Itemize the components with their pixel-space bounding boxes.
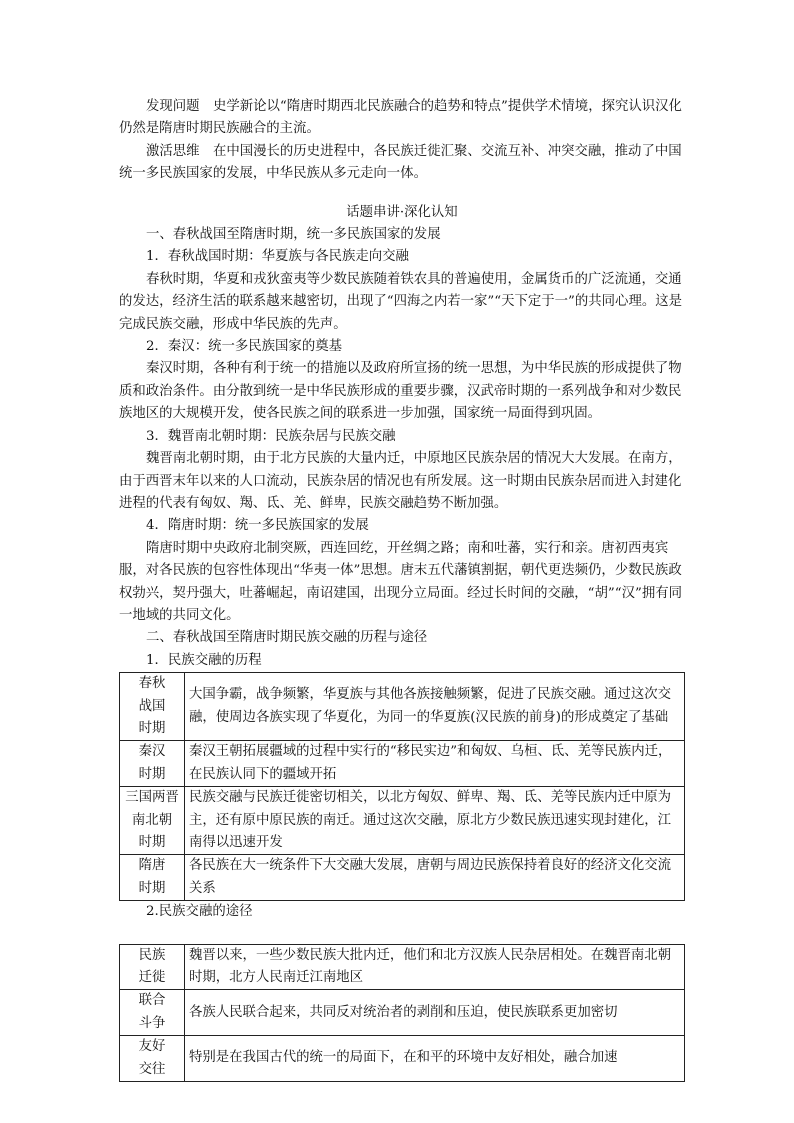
section1-item2-body: 秦汉时期，各种有利于统一的措施以及政府所宣扬的统一思想，为中华民族的形成提供了物质和政治条件。由分散到统一是中华民族形成的重要步骤，汉武帝时期的一系列战争和对少数民族地区的大规模开发，使各民族之间的联系进一步加强，国家统一局面得到巩固。 <box>119 361 682 422</box>
section2-sub2-title: 2.民族交融的途径 <box>146 904 253 920</box>
section1-item1-title: 1．春秋战国时期：华夏族与各民族走向交融 <box>146 249 409 265</box>
table-row-text: 特别是在我国古代的统一的局面下，在和平的环境中友好相处，融合加速 <box>185 1036 685 1082</box>
section1-item1-body: 春秋时期，华夏和戎狄蛮夷等少数民族随着铁农具的普遍使用，金属货币的广泛流通，交通的发达，经济生活的联系越来越密切，出现了“四海之内若一家”“天下定于一”的共同心理。这是完成民族交融，形成中华民族的先声。 <box>119 271 683 332</box>
table-row <box>120 741 685 787</box>
table-row-text: 各民族在大一统条件下大交融大发展，唐朝与周边民族保持着良好的经济文化交流关系 <box>185 855 685 901</box>
section1-heading: 一、春秋战国至隋唐时期，统一多民族国家的发展 <box>146 227 441 243</box>
table-row-text: 各族人民联合起来，共同反对统治者的剥削和压迫，使民族联系更加密切 <box>185 990 685 1036</box>
table-row <box>120 1036 685 1082</box>
table-row-text: 民族交融与民族迁徙密切相关，以北方匈奴、鲜卑、羯、氐、羌等民族内迁中原为主，还有原中原民族的南迁。通过这次交融，原北方少数民族迅速实现封建化，江南得以迅速开发 <box>185 787 685 855</box>
section1-item3-title: 3．魏晋南北朝时期：民族杂居与民族交融 <box>146 428 396 444</box>
label-line: 时期 <box>138 880 166 896</box>
label-line: 隋唐 <box>138 858 166 874</box>
label-line: 秦汉 <box>138 744 166 760</box>
section1-item3-body: 魏晋南北朝时期，由于北方民族的大量内迁，中原地区民族杂居的情况大大发展。在南方，由于西晋末年以来的人口流动，民族杂居的情况也有所发展。这一时期由民族杂居而进入封建化进程的代表有匈奴、羯、氐、羌、鲜卑，民族交融趋势不断加强。 <box>119 451 682 511</box>
document-content <box>119 96 685 1082</box>
label-line: 时期 <box>138 835 166 850</box>
label-line: 南北朝 <box>131 812 173 828</box>
table-row <box>120 855 685 901</box>
table-row-label <box>120 944 185 990</box>
table-row-label <box>120 741 185 787</box>
table-row-label <box>120 855 185 901</box>
label-line: 友好 <box>138 1039 166 1055</box>
table-row-label <box>120 1036 185 1082</box>
label-line: 时期 <box>138 766 166 782</box>
table-row <box>120 787 685 855</box>
table-row-text: 大国争霸，战争频繁，华夏族与其他各族接触频繁，促进了民族交融。通过这次交融，使周边各族实现了华夏化，为同一的华夏族(汉民族的前身)的形成奠定了基础 <box>185 673 685 741</box>
table-row <box>120 673 685 741</box>
label-line: 时期 <box>138 720 166 736</box>
intro-problem-paragraph: 发现问题 史学新论以“隋唐时期西北民族融合的趋势和特点”提供学术情境，探究认识汉化仍然是隋唐时期民族融合的主流。 <box>119 99 682 137</box>
table-row-text: 秦汉王朝拓展疆域的过程中实行的“移民实边”和匈奴、乌桓、氐、羌等民族内迁，在民族认同下的疆域开拓 <box>185 741 685 787</box>
intro-thinking-paragraph: 激活思维 在中国漫长的历史进程中，各民族迁徙汇聚、交流互补、冲突交融，推动了中国统一多民族国家的发展，中华民族从多元走向一体。 <box>119 143 682 182</box>
label-line: 民族 <box>138 947 166 963</box>
fusion-process-table <box>119 672 685 901</box>
label-line: 迁徙 <box>138 970 166 986</box>
label-line: 春秋 <box>138 676 166 692</box>
table-row <box>120 944 685 990</box>
table-row-label <box>120 673 185 741</box>
topic-title: 话题串讲·深化认知 <box>346 204 458 220</box>
section1-item2-title: 2．秦汉：统一多民族国家的奠基 <box>146 339 342 355</box>
table-row-label <box>120 787 185 855</box>
section2-sub1-title: 1．民族交融的历程 <box>146 652 262 668</box>
section1-item4-title: 4．隋唐时期：统一多民族国家的发展 <box>146 518 369 534</box>
label-line: 战国 <box>138 698 166 714</box>
table-row <box>120 990 685 1036</box>
section2-heading: 二、春秋战国至隋唐时期民族交融的历程与途径 <box>146 630 428 646</box>
label-line: 三国两晋 <box>125 790 179 806</box>
label-line: 斗争 <box>138 1015 166 1031</box>
label-line: 交往 <box>138 1061 166 1077</box>
table-row-text: 魏晋以来，一些少数民族大批内迁，他们和北方汉族人民杂居相处。在魏晋南北朝时期，北方人民南迁江南地区 <box>185 944 685 990</box>
fusion-paths-table <box>119 944 685 1082</box>
section1-item4-body: 隋唐时期中央政府北制突厥，西连回纥，开丝绸之路；南和吐蕃，实行和亲。唐初西夷宾服，对各民族的包容性体现出“华夷一体”思想。唐末五代藩镇割据，朝代更迭频仍，少数民族政权勃兴，契丹强大，吐蕃崛起，南诏建国，出现分立局面。经过长时间的交融，“胡”“汉”拥有同一地域的共同文化。 <box>119 540 683 623</box>
table-row-label <box>120 990 185 1036</box>
label-line: 联合 <box>138 993 166 1009</box>
